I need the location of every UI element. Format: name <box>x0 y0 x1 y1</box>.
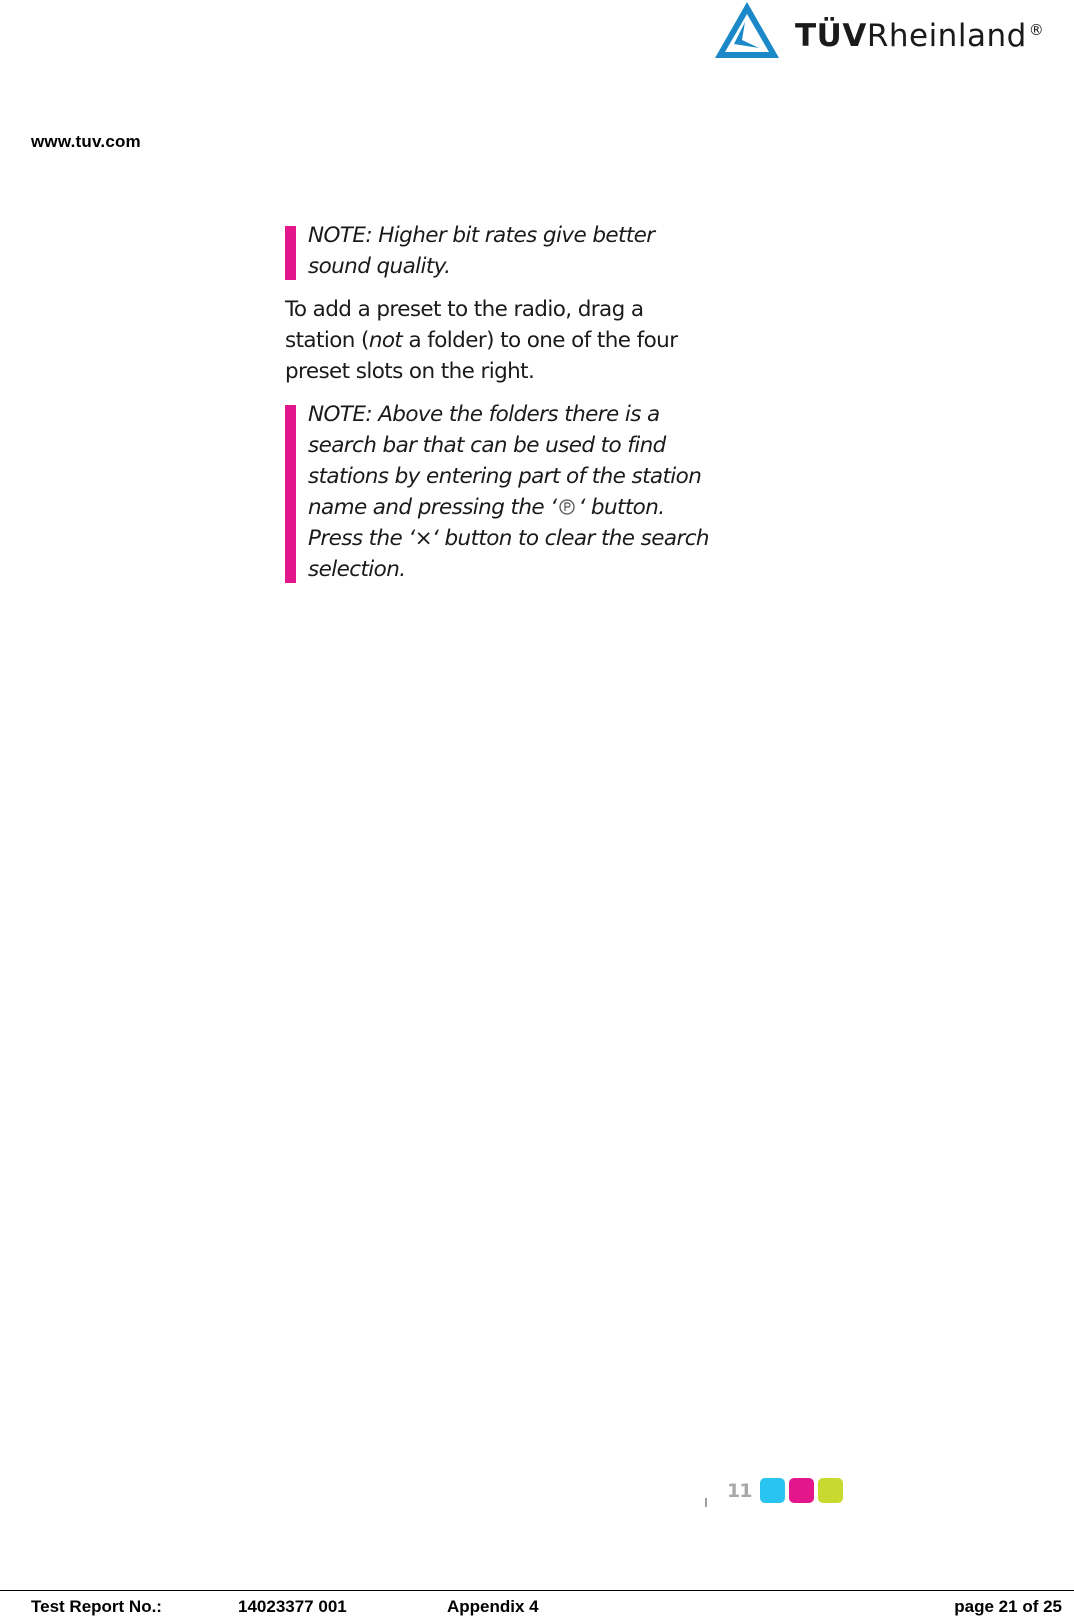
note-highlight-bar <box>285 405 296 583</box>
report-number: 14023377 001 <box>238 1597 347 1616</box>
tuv-triangle-icon <box>712 0 782 60</box>
search-button-icon <box>558 498 576 516</box>
para-text: station ( <box>285 328 369 353</box>
note-bit-rates <box>285 220 725 282</box>
logo-brand-bold: TÜV <box>795 18 867 54</box>
note-line: sound quality. <box>308 254 451 279</box>
note-line <box>308 492 725 523</box>
tuv-rheinland-logo <box>712 0 1052 64</box>
note-line: NOTE: Higher bit rates give better <box>308 223 655 248</box>
note-line: selection. <box>308 557 406 582</box>
para-line: preset slots on the right. <box>285 359 535 384</box>
report-number-label: Test Report No.: <box>31 1597 162 1616</box>
site-url: www.tuv.com <box>31 132 141 151</box>
logo-brand-rest: Rheinland <box>866 18 1027 54</box>
color-square-cyan <box>760 1478 785 1503</box>
para-line: To add a preset to the radio, drag a <box>285 297 644 322</box>
note-line: search bar that can be used to find <box>308 433 666 458</box>
note-text: ‘ button. <box>578 495 665 520</box>
note-text: name and pressing the ‘ <box>308 495 557 520</box>
color-square-lime <box>818 1478 843 1503</box>
footer-divider <box>0 1590 1074 1591</box>
registered-mark: ® <box>1028 21 1045 39</box>
note-line: NOTE: Above the folders there is a <box>308 402 660 427</box>
para-line <box>285 325 725 356</box>
preset-instructions <box>285 294 725 387</box>
manual-excerpt <box>285 220 725 585</box>
note-line: Press the ‘×‘ button to clear the search <box>308 526 709 551</box>
page-mark-tick <box>705 1498 707 1507</box>
color-square-magenta <box>789 1478 814 1503</box>
manual-page-number: 11 <box>727 1480 752 1502</box>
note-search-bar <box>285 399 725 585</box>
logo-wordmark <box>795 14 1044 58</box>
note-highlight-bar <box>285 226 296 280</box>
note-line: stations by entering part of the station <box>308 464 702 489</box>
page-indicator: page 21 of 25 <box>954 1597 1062 1616</box>
para-emphasis: not <box>368 328 403 353</box>
appendix-label: Appendix 4 <box>447 1597 539 1616</box>
manual-page-mark <box>700 1478 850 1510</box>
para-text: a folder) to one of the four <box>402 328 678 353</box>
